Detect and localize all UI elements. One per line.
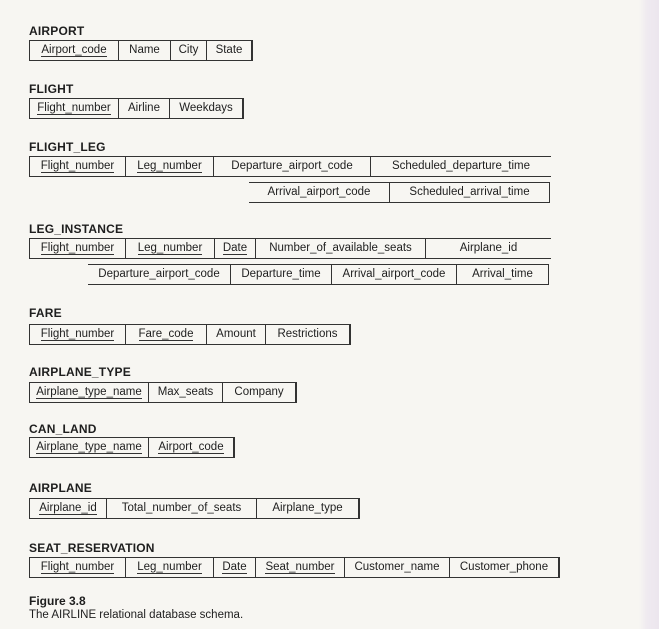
attr-arrival-airport-code: Arrival_airport_code [267,186,371,198]
attr-airport-code: Airport_code [149,438,234,457]
relation-title-seat-reservation: SEAT_RESERVATION [29,541,155,555]
attr-airplane-type: Airplane_type [257,499,359,518]
attr-flight-number: Flight_number [30,325,126,344]
attr-scheduled-arrival-time: Scheduled_arrival_time [389,183,549,202]
attr-airplane-type-name: Airplane_type_name [30,438,149,457]
attr-airline: Airline [119,99,170,118]
attr-flight-number: Flight_number [30,558,126,577]
relation-title-airplane: AIRPLANE [29,481,92,495]
attr-total-number-of-seats: Total_number_of_seats [107,499,257,518]
relation-airport [29,40,253,61]
figure-caption: The AIRLINE relational database schema. [29,609,244,621]
relation-title-airport: AIRPORT [29,24,85,38]
relation-leg-instance-row2 [88,264,549,285]
relation-flight-leg-row2 [249,182,550,203]
attr-customer-phone: Customer_phone [450,558,559,577]
attr-scheduled-departure-time: Scheduled_departure_time [391,160,531,172]
attr-departure-airport-code: Departure_airport_code [98,268,220,280]
relation-title-airplane-type: AIRPLANE_TYPE [29,365,131,379]
page-edge-shadow [639,0,659,629]
relation-title-fare: FARE [29,306,62,320]
relation-title-leg-instance: LEG_INSTANCE [29,222,124,236]
figure-label: Figure 3.8 [29,594,86,608]
relation-title-can-land: CAN_LAND [29,422,97,436]
attr-number-of-available-seats: Number_of_available_seats [256,239,426,258]
relation-flight [29,98,244,119]
attr-date: Date [214,558,256,577]
relation-title-flight-leg: FLIGHT_LEG [29,140,106,154]
attr-leg-number: Leg_number [126,558,214,577]
attr-fare-code: Fare_code [126,325,207,344]
relation-fare [29,324,351,345]
attr-date: Date [215,239,256,258]
attr-arrival-airport-code: Arrival_airport_code [331,265,456,284]
attr-airplane-type-name: Airplane_type_name [30,383,149,402]
attr-city: City [171,41,207,60]
attr-airport-code: Airport_code [30,41,119,60]
attr-flight-number: Flight_number [30,99,119,118]
relation-can-land [29,437,235,458]
attr-arrival-time: Arrival_time [456,265,548,284]
attr-restrictions: Restrictions [266,325,350,344]
relation-seat-reservation [29,557,560,578]
attr-airplane-id: Airplane_id [30,499,107,518]
attr-company: Company [223,383,296,402]
attr-airplane-id: Airplane_id [459,242,518,254]
relation-airplane [29,498,360,519]
attr-leg-number: Leg_number [126,239,215,258]
attr-state: State [207,41,252,60]
relation-leg-instance-row1 [29,238,551,259]
attr-departure-time: Departure_time [230,265,331,284]
attr-customer-name: Customer_name [345,558,450,577]
attr-max-seats: Max_seats [149,383,223,402]
attr-flight-number: Flight_number [30,157,126,176]
attr-departure-airport-code: Departure_airport_code [214,157,371,176]
relation-flight-leg-row1 [29,156,551,177]
relation-airplane-type [29,382,297,403]
attr-name: Name [119,41,171,60]
attr-amount: Amount [207,325,266,344]
attr-leg-number: Leg_number [126,157,214,176]
attr-weekdays: Weekdays [170,99,243,118]
attr-flight-number: Flight_number [30,239,126,258]
relation-title-flight: FLIGHT [29,82,74,96]
attr-seat-number: Seat_number [256,558,345,577]
